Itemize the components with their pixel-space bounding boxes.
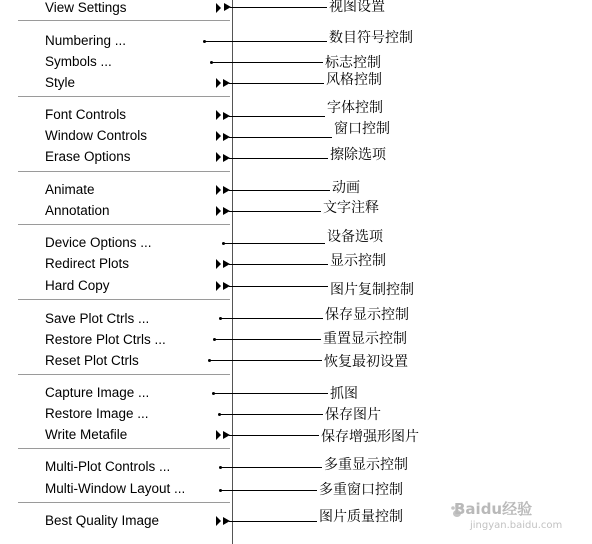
- menu-item-restore-plot-ctrls[interactable]: [16, 330, 232, 350]
- leader-line: [221, 318, 323, 319]
- menu-separator: [18, 20, 230, 22]
- menu-separator: [18, 502, 230, 504]
- leader-line: [229, 435, 319, 436]
- leader-dot-icon: [219, 466, 222, 469]
- annotation-label: 保存图片: [325, 407, 381, 423]
- annotation-label: 抓图: [330, 386, 358, 402]
- annotation-label: 文字注释: [323, 200, 379, 216]
- annotation-label: 风格控制: [326, 72, 382, 88]
- leader-line: [215, 339, 321, 340]
- menu-item-label: Save Plot Ctrls ...: [45, 311, 150, 326]
- menu-item-label: Write Metafile: [45, 427, 128, 442]
- submenu-arrow-icon: [216, 185, 221, 195]
- menu-item-label: Restore Image ...: [45, 406, 149, 421]
- menu-item-label: Multi-Plot Controls ...: [45, 459, 171, 474]
- leader-line: [229, 211, 321, 212]
- menu-item-label: Style: [45, 75, 76, 90]
- menu-item-annotation[interactable]: [16, 201, 232, 221]
- menu-item-numbering[interactable]: [16, 31, 232, 51]
- submenu-arrow-icon: [216, 259, 221, 269]
- leader-arrow-icon: [223, 133, 230, 141]
- leader-line: [229, 286, 328, 287]
- annotation-label: 图片复制控制: [330, 282, 414, 298]
- menu-item-write-metafile[interactable]: [16, 425, 232, 445]
- leader-line: [229, 521, 317, 522]
- leader-line: [229, 158, 328, 159]
- menu-item-reset-plot-ctrls[interactable]: [16, 351, 232, 371]
- leader-dot-icon: [218, 413, 221, 416]
- plot-options-menu: [16, 0, 233, 544]
- leader-arrow-icon: [223, 112, 230, 120]
- submenu-arrow-icon: [216, 131, 221, 141]
- baidu-watermark: Baidu经验: [454, 500, 533, 518]
- annotation-label: 保存增强形图片: [321, 429, 419, 445]
- leader-arrow-icon: [223, 207, 230, 215]
- annotation-label: 恢复最初设置: [324, 354, 408, 370]
- menu-item-multi-window-layout[interactable]: [16, 479, 232, 499]
- leader-line: [214, 393, 328, 394]
- menu-item-animate[interactable]: [16, 180, 232, 200]
- menu-item-hard-copy[interactable]: [16, 276, 232, 296]
- annotation-label: 动画: [332, 180, 360, 196]
- menu-item-style[interactable]: [16, 73, 232, 93]
- menu-separator: [18, 96, 230, 98]
- menu-separator: [18, 374, 230, 376]
- menu-item-label: View Settings: [45, 0, 127, 15]
- leader-line: [229, 116, 325, 117]
- leader-dot-icon: [203, 40, 206, 43]
- leader-dot-icon: [213, 338, 216, 341]
- menu-item-label: Window Controls: [45, 128, 148, 143]
- menu-item-restore-image[interactable]: [16, 404, 232, 424]
- menu-item-window-controls[interactable]: [16, 126, 232, 146]
- menu-item-label: Capture Image ...: [45, 385, 150, 400]
- menu-item-label: Redirect Plots: [45, 256, 130, 271]
- submenu-arrow-icon: [216, 3, 221, 13]
- leader-dot-icon: [219, 317, 222, 320]
- submenu-arrow-icon: [216, 281, 221, 291]
- menu-item-erase-options[interactable]: [16, 147, 232, 167]
- leader-arrow-icon: [223, 260, 230, 268]
- submenu-arrow-icon: [216, 152, 221, 162]
- submenu-arrow-icon: [216, 78, 221, 88]
- menu-item-font-controls[interactable]: [16, 105, 232, 125]
- menu-item-label: Device Options ...: [45, 235, 152, 250]
- leader-arrow-icon: [223, 79, 230, 87]
- leader-line: [229, 264, 328, 265]
- annotation-label: 多重窗口控制: [319, 482, 403, 498]
- menu-item-view-settings[interactable]: [16, 0, 232, 18]
- menu-item-save-plot-ctrls[interactable]: [16, 309, 232, 329]
- leader-dot-icon: [219, 489, 222, 492]
- leader-arrow-icon: [223, 154, 230, 162]
- leader-line: [224, 243, 325, 244]
- menu-separator: [18, 299, 230, 301]
- submenu-arrow-icon: [216, 430, 221, 440]
- leader-line: [220, 414, 323, 415]
- menu-item-label: Multi-Window Layout ...: [45, 481, 186, 496]
- menu-separator: [18, 224, 230, 226]
- leader-arrow-icon: [223, 186, 230, 194]
- annotation-label: 字体控制: [327, 100, 383, 116]
- menu-item-multi-plot-controls[interactable]: [16, 457, 232, 477]
- annotation-label: 重置显示控制: [323, 331, 407, 347]
- menu-item-label: Best Quality Image: [45, 513, 160, 528]
- menu-item-best-quality-image[interactable]: [16, 511, 232, 531]
- menu-separator: [18, 448, 230, 450]
- menu-item-symbols[interactable]: [16, 52, 232, 72]
- annotation-label: 图片质量控制: [319, 509, 403, 525]
- leader-line: [210, 360, 322, 361]
- menu-separator: [18, 171, 230, 173]
- menu-item-label: Animate: [45, 182, 95, 197]
- menu-item-label: Hard Copy: [45, 278, 110, 293]
- annotation-label: 视图设置: [329, 0, 385, 15]
- leader-dot-icon: [208, 359, 211, 362]
- menu-item-label: Erase Options: [45, 149, 131, 164]
- menu-item-label: Font Controls: [45, 107, 127, 122]
- leader-arrow-icon: [223, 517, 230, 525]
- leader-line: [229, 137, 332, 138]
- annotation-label: 显示控制: [330, 253, 386, 269]
- annotation-label: 标志控制: [325, 55, 381, 71]
- leader-line: [229, 190, 330, 191]
- leader-line: [221, 490, 317, 491]
- annotation-label: 多重显示控制: [324, 457, 408, 473]
- menu-item-capture-image[interactable]: [16, 383, 232, 403]
- submenu-arrow-icon: [216, 206, 221, 216]
- menu-item-label: Symbols ...: [45, 54, 112, 69]
- annotation-label: 窗口控制: [334, 121, 390, 137]
- annotation-label: 设备选项: [327, 229, 383, 245]
- annotation-label: 数目符号控制: [329, 30, 413, 46]
- leader-dot-icon: [210, 61, 213, 64]
- leader-arrow-icon: [224, 3, 231, 11]
- menu-item-device-options[interactable]: [16, 233, 232, 253]
- leader-line: [230, 7, 327, 8]
- submenu-arrow-icon: [216, 110, 221, 120]
- leader-line: [229, 83, 324, 84]
- leader-arrow-icon: [223, 431, 230, 439]
- leader-dot-icon: [222, 242, 225, 245]
- baidu-watermark-url: jingyan.baidu.com: [470, 520, 563, 531]
- menu-item-label: Numbering ...: [45, 33, 127, 48]
- leader-line: [205, 41, 327, 42]
- menu-item-redirect-plots[interactable]: [16, 254, 232, 274]
- annotation-label: 保存显示控制: [325, 307, 409, 323]
- leader-dot-icon: [212, 392, 215, 395]
- annotation-label: 擦除选项: [330, 147, 386, 163]
- menu-item-label: Restore Plot Ctrls ...: [45, 332, 166, 347]
- menu-item-label: Reset Plot Ctrls: [45, 353, 139, 368]
- menu-item-label: Annotation: [45, 203, 110, 218]
- leader-line: [221, 467, 322, 468]
- leader-arrow-icon: [223, 282, 230, 290]
- leader-line: [212, 62, 323, 63]
- submenu-arrow-icon: [216, 516, 221, 526]
